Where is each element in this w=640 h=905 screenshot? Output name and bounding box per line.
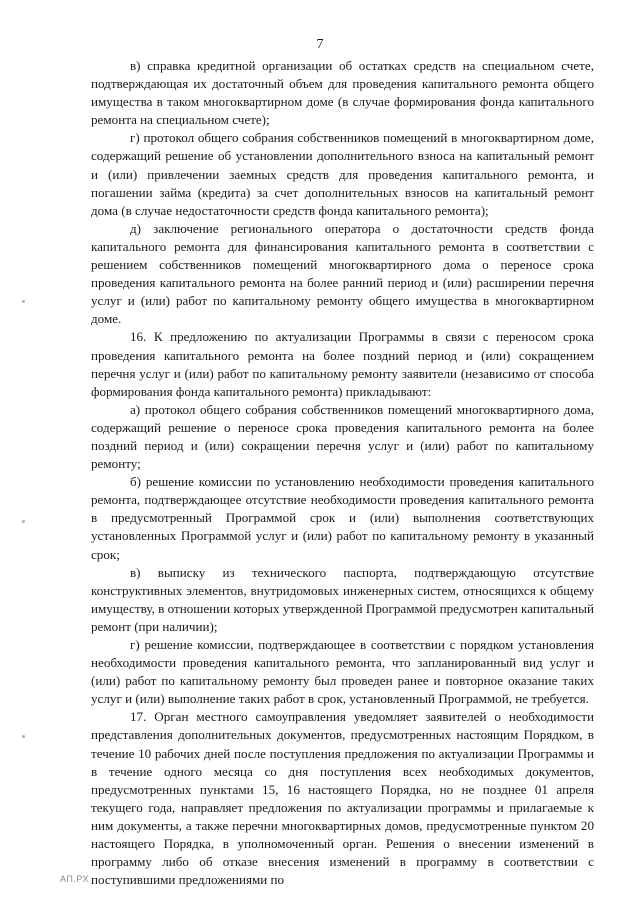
scan-artifact: [22, 300, 25, 303]
paragraph-16-a: а) протокол общего собрания собственников помещений многоквартирного дома, содержащий решение о переносе срока проведения капитального ремонта на более поздний период и (или) сокращении перечня услуг и (или) работ по капитальному ремонту;: [91, 401, 594, 472]
page-number: 7: [316, 37, 324, 52]
paragraph-d-regional-operator: д) заключение регионального оператора о достаточности средств фонда капитального ремонта для финансирования капитального ремонта в соответствии с решением собственников помещений многоквартирного дома о переносе срока проведения капитального ремонта на более ранний период и (или) расширении перечня услуг и (или) работ по капитальному ремонту общего имущества в многоквартирном доме.: [91, 220, 594, 327]
paragraph-v-bank-statement: в) справка кредитной организации об остатках средств на специальном счете, подтверждающая их достаточный объем для проведения капитального ремонта общего имущества в таком многоквартирном доме (в случае формирования фонда капитального ремонта на специальном счете);: [91, 58, 594, 128]
paragraph-16: 16. К предложению по актуализации Программы в связи с переносом срока проведения капитального ремонта на более поздний период и (или) сокращением перечня услуг и (или) работ по капитальному ремонту заявители (независимо от способа формирования фонда капитального ремонта) прикладывают:: [91, 329, 594, 399]
paragraph-g-meeting-protocol: г) протокол общего собрания собственников помещений в многоквартирном доме, содержащий решение об установлении дополнительного взноса на капитальный ремонт и (или) привлечении заемных средств для проведения капитального ремонта, и погашении займа (кредита) за счет дополнительных взносов на капитальный ремонт дома (в случае недостаточности средств фонда капитального ремонта);: [91, 130, 594, 218]
document-body: [91, 57, 594, 889]
paragraph-16-g: г) решение комиссии, подтверждающее в соответствии с порядком установления необходимости проведения капитального ремонта, что запланированный вид услуг и (или) работ по капитальному ремонту был проведен ранее и повторное оказание таких услуг и (или) выполнение таких работ в срок, установленный Программой, не требуется.: [91, 637, 594, 707]
scan-artifact: [22, 520, 25, 523]
paragraph-16-b: б) решение комиссии по установлению необходимости проведения капитального ремонта, подтверждающее отсутствие необходимости проведения капитального ремонта в предусмотренный Программой срок и (или) выполнения соответствующих установленных Программой услуг и (или) работ по капитальному ремонту в указанный срок;: [91, 474, 594, 562]
scan-artifact: [22, 735, 25, 738]
footer-mark: АП.РХ: [60, 874, 89, 884]
paragraph-17: 17. Орган местного самоуправления уведомляет заявителей о необходимости представления дополнительных документов, предусмотренных настоящим Порядком, в течение 10 рабочих дней после поступления предложения по актуализации Программы и в течение одного месяца со дня поступления всех необходимых документов, предусмотренных пунктами 15, 16 настоящего Порядка, но не позднее 01 апреля текущего года, направляет предложения по актуализации программы и прилагаемые к ним документы, а также перечни многоквартирных домов, предусмотренные пунктом 20 настоящего Порядка, в уполномоченный орган. Решения о внесении изменений в программу либо об отказе внесения изменений в программу в соответствии с поступившими предложениями по: [91, 709, 594, 888]
paragraph-16-v: в) выписку из технического паспорта, подтверждающую отсутствие конструктивных элементов, внутридомовых инженерных систем, относящихся к общему имуществу, в отношении которых утвержденной Программой предусмотрен капитальный ремонт (при наличии);: [91, 564, 594, 634]
